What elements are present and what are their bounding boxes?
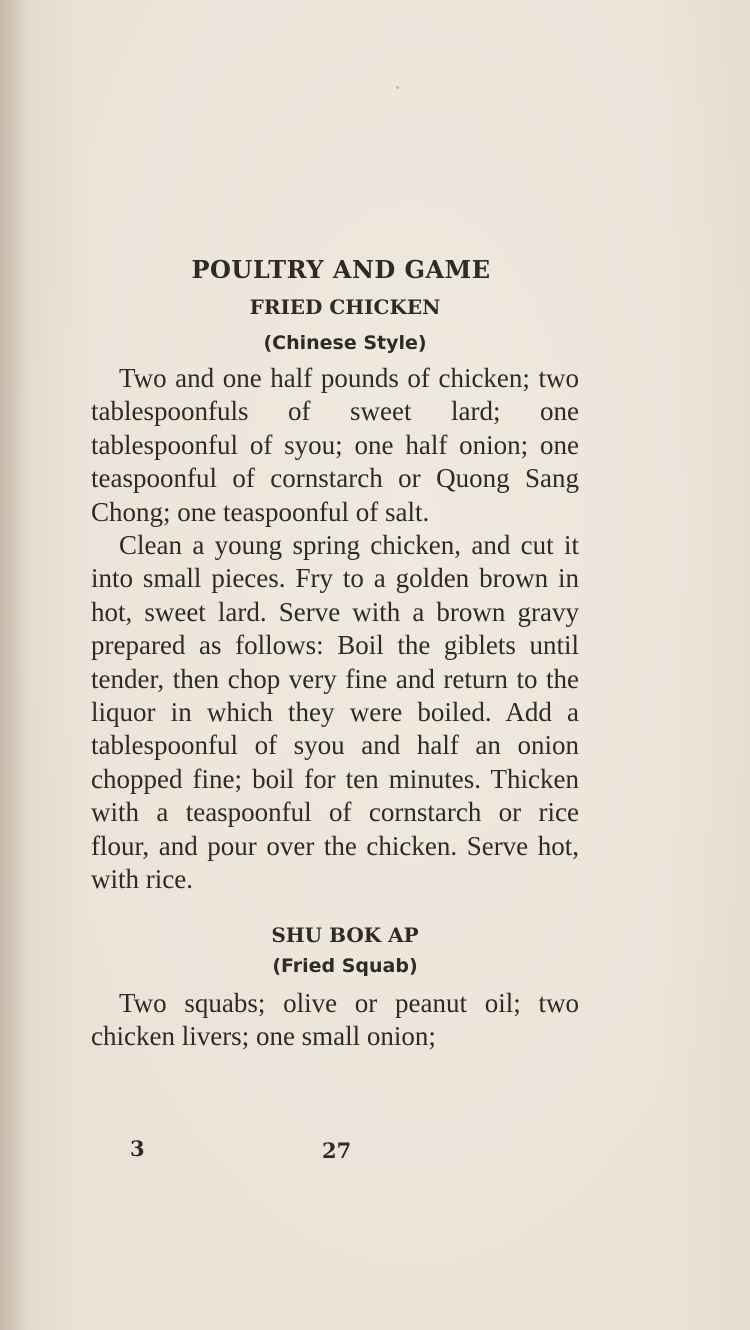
section-title: POULTRY AND GAME bbox=[191, 255, 491, 284]
paper-speck bbox=[396, 86, 399, 89]
recipe-subtitle-chinese-style: (Chinese Style) bbox=[263, 332, 427, 354]
page-number: 27 bbox=[322, 1138, 352, 1163]
recipe-subtitle-fried-squab: (Fried Squab) bbox=[272, 954, 418, 977]
spine-shadow bbox=[0, 0, 28, 1330]
ingredients-paragraph: Two and one half pounds of chicken; two tablespoonfuls of sweet lard; one tablespoonful of syou; one half onion; one teaspoonful of cornstarch or Quong Sang Chong; one teaspoonful of salt. bbox=[91, 363, 579, 527]
page-footer bbox=[0, 1132, 750, 1168]
recipe-title-shu-bok-ap: SHU BOK AP bbox=[271, 922, 419, 947]
recipe-title-fried-chicken: FRIED CHICKEN bbox=[249, 295, 441, 319]
recipe-separator bbox=[91, 897, 579, 919]
page-content bbox=[91, 250, 579, 1053]
signature-mark: 3 bbox=[130, 1136, 145, 1161]
ingredients-paragraph-squab: Two squabs; olive or peanut oil; two chicken livers; one small onion; bbox=[91, 987, 579, 1051]
instructions-paragraph: Clean a young spring chicken, and cut it into small pieces. Fry to a golden brown in hot, sweet lard. Serve with a brown gravy prepared as follows: Boil the giblets until tender, then chop very fine and return to the liquor in which they were boiled. Add a tablespoonful of syou and half an onion chopped fine; boil for ten minutes. Thicken with a teaspoonful of cornstarch or rice flour, and pour over the chicken. Serve hot, with rice. bbox=[91, 530, 579, 895]
